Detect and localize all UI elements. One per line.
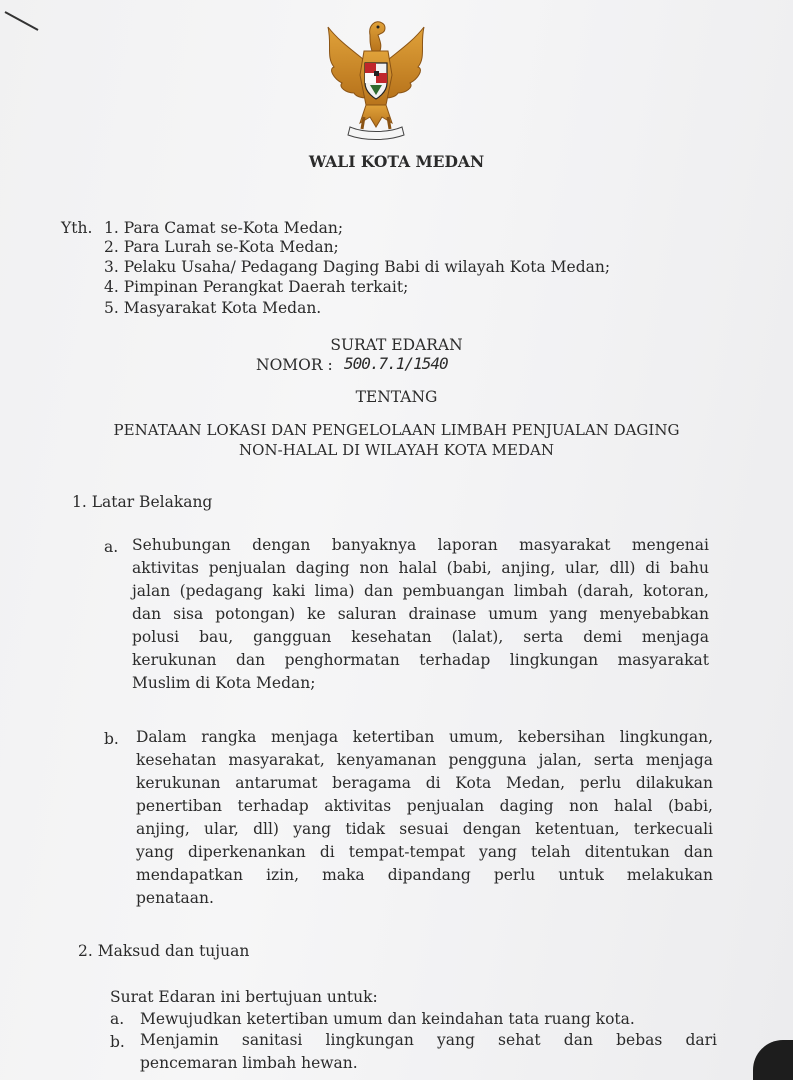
recipient-item: 4. Pimpinan Perangkat Daerah terkait; xyxy=(104,278,409,296)
subject-line: PENATAAN LOKASI DAN PENGELOLAAN LIMBAH PENJUALAN DAGING xyxy=(113,421,680,439)
section-intro: Surat Edaran ini bertujuan untuk: xyxy=(110,988,378,1006)
section-heading: 2. Maksud dan tujuan xyxy=(78,942,250,960)
text-line: yang diperkenankan di tempat-tempat yang telah ditentukan dan xyxy=(136,843,713,861)
page-fold-mark xyxy=(0,0,60,40)
paragraph-1a xyxy=(132,534,709,695)
text-line: penertiban terhadap aktivitas penjualan daging non halal (babi, xyxy=(136,797,713,815)
about-label: TENTANG xyxy=(355,388,438,406)
text-line: jalan (pedagang kaki lima) dan pembuangan limbah (darah, kotoran, xyxy=(132,582,709,600)
recipient-item: 1. Para Camat se-Kota Medan; xyxy=(104,219,344,237)
text-line: Menjamin sanitasi lingkungan yang sehat dan bebas dari xyxy=(140,1031,717,1049)
text-line: Dalam rangka menjaga ketertiban umum, kebersihan lingkungan, xyxy=(136,728,713,746)
text-line: kerukunan dan penghormatan terhadap lingkungan masyarakat xyxy=(132,651,709,669)
garuda-emblem-icon xyxy=(320,5,432,145)
issuer-title: WALI KOTA MEDAN xyxy=(308,152,485,171)
letter-number-label: NOMOR : xyxy=(256,356,333,374)
text-line: pencemaran limbah hewan. xyxy=(140,1054,358,1072)
text-line: dan sisa potongan) ke saluran drainase umum yang menyebabkan xyxy=(132,605,709,623)
paragraph-1b xyxy=(136,726,713,910)
text-line: kesehatan masyarakat, kenyamanan pengguna jalan, serta menjaga xyxy=(136,751,713,769)
text-line: polusi bau, gangguan kesehatan (lalat), serta demi menjaga xyxy=(132,628,709,646)
text-line: Muslim di Kota Medan; xyxy=(132,674,316,692)
list-marker: a. xyxy=(110,1010,125,1028)
recipient-item: 2. Para Lurah se-Kota Medan; xyxy=(104,238,339,256)
recipient-item: 3. Pelaku Usaha/ Pedagang Daging Babi di wilayah Kota Medan; xyxy=(104,258,611,276)
letter-type: SURAT EDARAN xyxy=(330,336,463,354)
section-heading: 1. Latar Belakang xyxy=(72,493,213,511)
text-line: anjing, ular, dll) yang tidak sesuai dengan ketentuan, terkecuali xyxy=(136,820,713,838)
text-line: kerukunan antarumat beragama di Kota Medan, perlu dilakukan xyxy=(136,774,713,792)
text-line: Sehubungan dengan banyaknya laporan masyarakat mengenai xyxy=(132,536,709,554)
letter-number-handwritten: 500.7.1/1540 xyxy=(344,354,448,373)
list-marker: b. xyxy=(110,1033,125,1051)
list-marker: b. xyxy=(104,730,119,748)
paragraph-2b xyxy=(140,1029,717,1075)
background-corner xyxy=(753,1040,793,1080)
text-line: mendapatkan izin, maka dipandang perlu untuk melakukan xyxy=(136,866,713,884)
text-line: penataan. xyxy=(136,889,214,907)
list-marker: a. xyxy=(104,538,119,556)
recipient-item: 5. Masyarakat Kota Medan. xyxy=(104,299,322,317)
recipients-prefix: Yth. xyxy=(61,219,93,237)
text-line: aktivitas penjualan daging non halal (babi, anjing, ular, dll) di bahu xyxy=(132,559,709,577)
subject-line: NON-HALAL DI WILAYAH KOTA MEDAN xyxy=(239,441,554,459)
list-item-text: Mewujudkan ketertiban umum dan keindahan tata ruang kota. xyxy=(140,1010,635,1028)
